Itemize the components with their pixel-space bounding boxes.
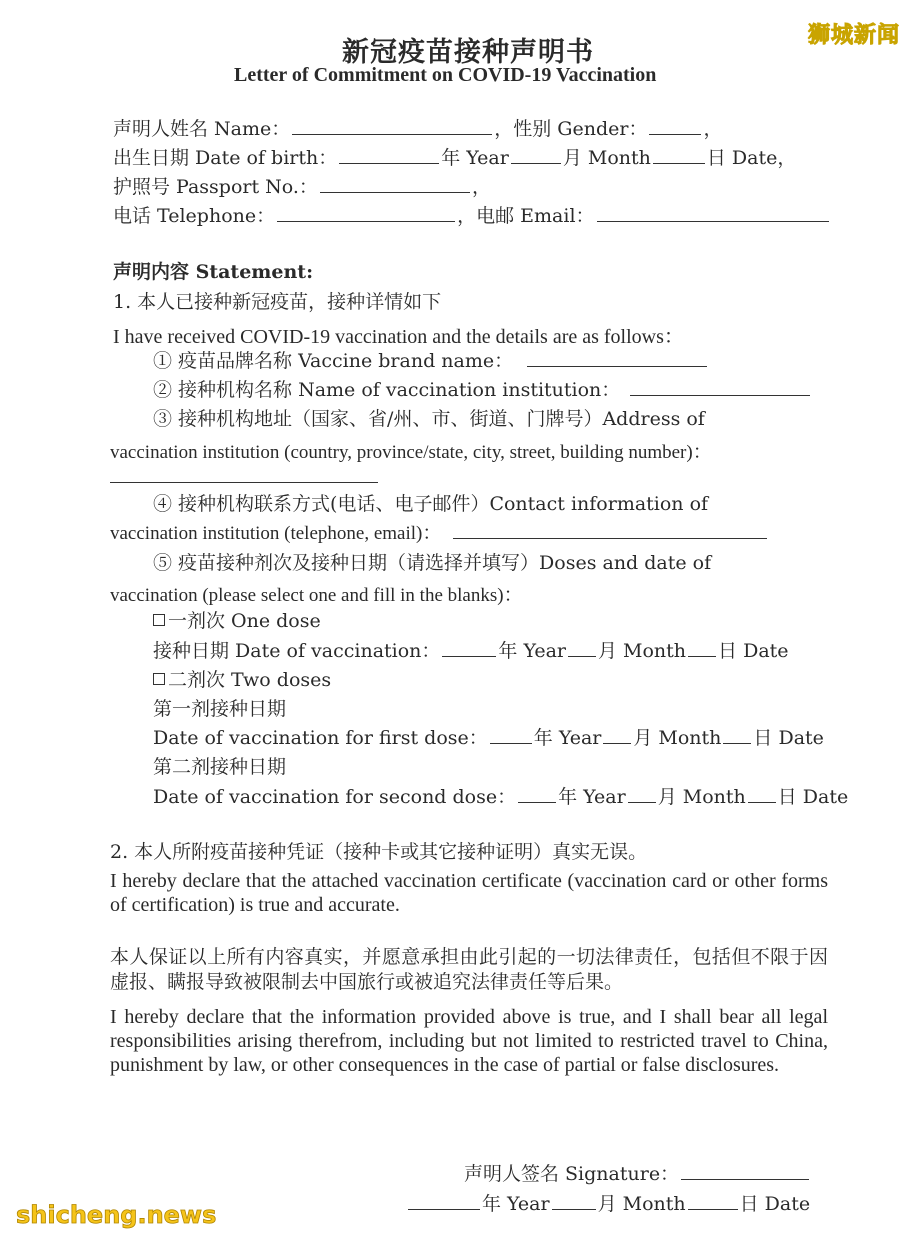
passport-field[interactable] <box>320 176 470 193</box>
second-dose-day-field[interactable] <box>748 786 776 803</box>
second-dose-label-cn: 第二剂接种日期 <box>153 756 287 778</box>
vaccine-brand-label: ① 疫苗品牌名称 Vaccine brand name： <box>153 350 514 372</box>
dob-year-field[interactable] <box>339 147 439 164</box>
document-title-cn: 新冠疫苗接种声明书 <box>342 37 594 68</box>
contact-label-line2: vaccination institution (telephone, email)： <box>110 523 442 544</box>
dob-month-field[interactable] <box>511 147 561 164</box>
two-doses-checkbox[interactable] <box>153 673 165 685</box>
institution-contact-row <box>110 521 769 546</box>
telephone-field[interactable] <box>277 205 455 222</box>
first-dose-label-cn: 第一剂接种日期 <box>153 698 287 720</box>
passport-label: 护照号 Passport No.： <box>113 176 318 198</box>
institution-name-field[interactable] <box>630 379 810 396</box>
passport-row <box>113 175 491 199</box>
item2-cn: 2. 本人所附疫苗接种凭证（接种卡或其它接种证明）真实无误。 <box>110 841 648 863</box>
address-label-line2: vaccination institution (country, province/state, city, street, building number)： <box>110 442 712 463</box>
watermark-logo-top: 狮城新闻 <box>807 23 900 48</box>
day-label: 日 Date <box>739 1193 811 1215</box>
first-dose-label-en: Date of vaccination for first dose： <box>153 727 488 749</box>
telephone-label: 电话 Telephone： <box>113 205 276 227</box>
second-dose-date-row <box>153 785 848 809</box>
signature-label: 声明人签名 Signature： <box>464 1163 680 1185</box>
year-label: 年 Year <box>441 147 509 169</box>
second-dose-label-en: Date of vaccination for second dose： <box>153 786 517 808</box>
year-label: 年 Year <box>533 727 602 749</box>
item1-cn: 1. 本人已接种新冠疫苗，接种详情如下 <box>113 291 442 313</box>
gender-label: ，性别 Gender： <box>494 118 648 140</box>
first-dose-day-field[interactable] <box>723 727 751 744</box>
signature-field[interactable] <box>681 1163 809 1180</box>
signature-month-field[interactable] <box>552 1193 596 1210</box>
month-label: 月 Month <box>597 1193 686 1215</box>
item1-en: I have received COVID-19 vaccination and the details are as follows： <box>113 326 684 348</box>
institution-name-row <box>153 378 812 402</box>
year-label: 年 Year <box>558 786 626 808</box>
one-dose-label: 一剂次 One dose <box>168 610 321 632</box>
doses-label-line1: ⑤ 疫苗接种剂次及接种日期（请选择并填写）Doses and date of <box>153 552 712 574</box>
address-label-line1: ③ 接种机构地址（国家、省/州、市、街道、门牌号）Address of <box>153 408 705 430</box>
guarantee-en: I hereby declare that the information provided above is true, and I shall bear all legal responsibilities arising therefrom, including but not limited to restricted travel to China, punishment by law, or other consequences in the case of partial or false disclosures. <box>110 1006 828 1076</box>
signature-date-row <box>406 1192 810 1216</box>
gender-field[interactable] <box>649 118 701 135</box>
vaccine-brand-row <box>153 349 709 373</box>
first-dose-date-row <box>153 726 824 750</box>
item2-en: I hereby declare that the attached vaccination certificate (vaccination card or other forms of certification) is true and accurate. <box>110 870 828 916</box>
month-label: 月 Month <box>562 147 651 169</box>
year-label: 年 Year <box>498 640 566 662</box>
two-doses-label: 二剂次 Two doses <box>168 669 332 691</box>
one-dose-month-field[interactable] <box>568 640 596 657</box>
address-field[interactable] <box>110 466 378 483</box>
second-dose-month-field[interactable] <box>628 786 656 803</box>
dob-day-field[interactable] <box>653 147 705 164</box>
name-field[interactable] <box>292 118 492 135</box>
year-label: 年 Year <box>482 1193 550 1215</box>
one-dose-year-field[interactable] <box>442 640 496 657</box>
signature-day-field[interactable] <box>688 1193 738 1210</box>
day-label: 日 Date <box>753 727 824 749</box>
day-label: 日 Date <box>777 786 849 808</box>
one-dose-checkbox[interactable] <box>153 614 165 626</box>
second-dose-year-field[interactable] <box>518 786 556 803</box>
guarantee-cn: 本人保证以上所有内容真实，并愿意承担由此引起的一切法律责任，包括但不限于因虚报、瞒报导致被限制去中国旅行或被追究法律责任等后果。 <box>110 946 828 993</box>
date-of-vaccination-label: 接种日期 Date of vaccination： <box>153 640 441 662</box>
month-label: 月 Month <box>633 727 722 749</box>
one-dose-day-field[interactable] <box>688 640 716 657</box>
email-label: ，电邮 Email： <box>457 205 595 227</box>
two-doses-option[interactable] <box>153 668 331 692</box>
first-dose-year-field[interactable] <box>490 727 532 744</box>
statement-heading: 声明内容 Statement: <box>113 261 314 283</box>
day-label: 日 Date， <box>706 147 797 169</box>
month-label: 月 Month <box>598 640 687 662</box>
email-field[interactable] <box>597 205 829 222</box>
signature-year-field[interactable] <box>408 1193 480 1210</box>
dob-label: 出生日期 Date of birth： <box>113 147 338 169</box>
contact-label-line1: ④ 接种机构联系方式(电话、电子邮件）Contact information of <box>153 493 709 515</box>
contact-row <box>113 204 831 228</box>
dob-row <box>113 146 796 170</box>
document-title-en: Letter of Commitment on COVID-19 Vaccination <box>234 64 657 86</box>
signature-row <box>464 1162 811 1186</box>
institution-contact-field[interactable] <box>453 522 767 539</box>
doses-label-line2: vaccination (please select one and fill in the blanks)： <box>110 585 523 606</box>
comma: ， <box>703 118 723 140</box>
watermark-logo-bottom: shicheng.news <box>16 1201 217 1229</box>
first-dose-month-field[interactable] <box>603 727 631 744</box>
name-label: 声明人姓名 Name： <box>113 118 291 140</box>
one-dose-option[interactable] <box>153 609 321 633</box>
institution-name-label: ② 接种机构名称 Name of vaccination institution： <box>153 379 621 401</box>
comma: ， <box>471 176 491 198</box>
vaccine-brand-field[interactable] <box>527 350 707 367</box>
day-label: 日 Date <box>718 640 789 662</box>
one-dose-date-row <box>153 639 789 663</box>
month-label: 月 Month <box>657 786 746 808</box>
name-gender-row <box>113 117 722 141</box>
